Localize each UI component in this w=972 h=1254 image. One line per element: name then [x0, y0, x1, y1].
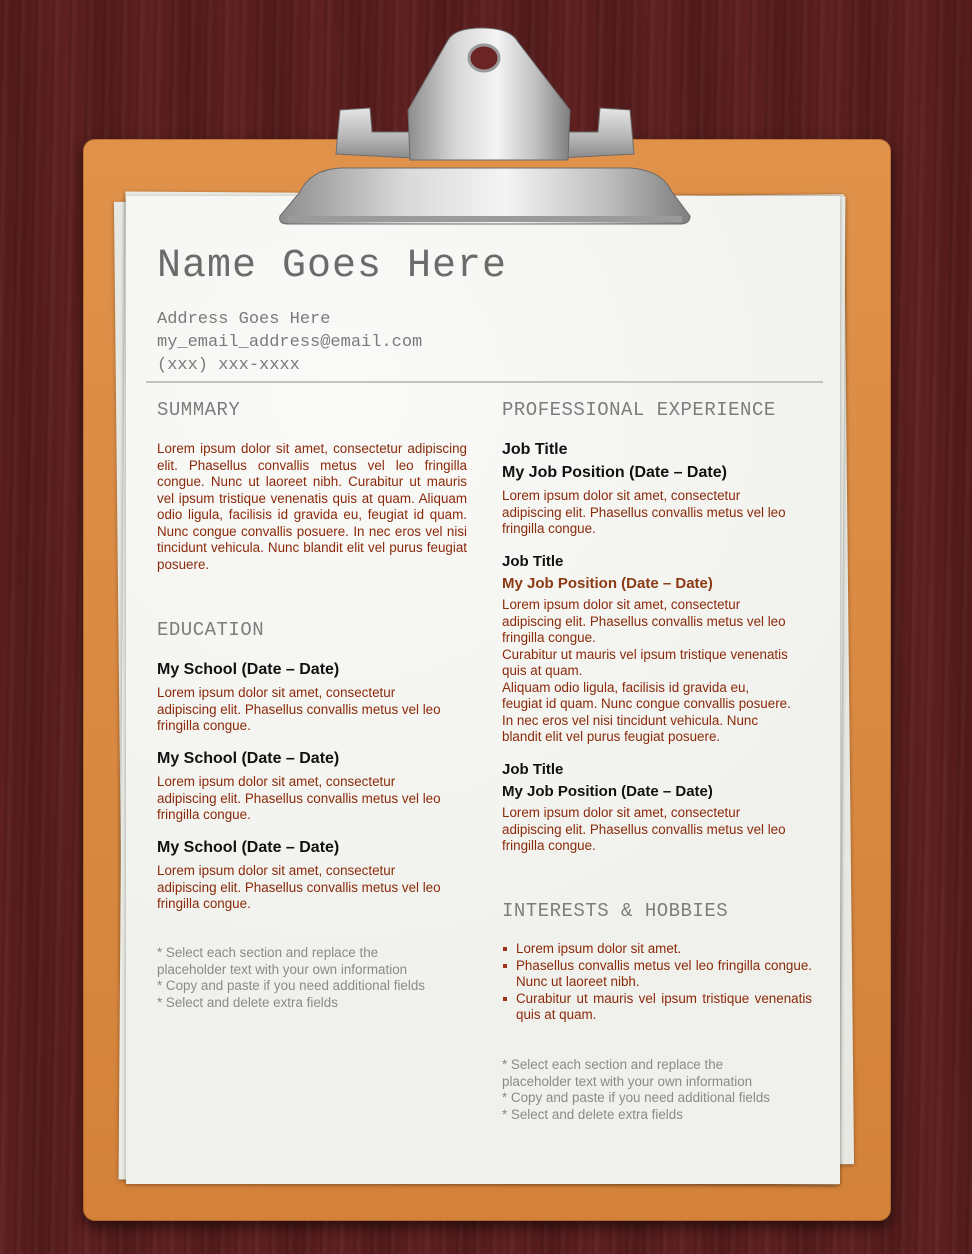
job-description — [502, 805, 822, 855]
text-line: Lorem ipsum dolor sit amet, consectetur — [502, 805, 741, 820]
school-description — [157, 685, 477, 735]
list-item: Phasellus convallis metus vel leo fringilla congue. Nunc ut laoreet nibh. — [502, 958, 812, 991]
contact-block — [157, 308, 422, 377]
text-line: Lorem ipsum dolor sit amet, consectetur — [157, 774, 396, 789]
resume-name: Name Goes Here — [157, 244, 508, 289]
experience-heading: PROFESSIONAL EXPERIENCE — [502, 399, 776, 421]
text-line: Lorem ipsum dolor sit amet, consectetur — [157, 863, 396, 878]
education-heading: EDUCATION — [157, 619, 265, 641]
text-line: fringilla congue. — [502, 838, 596, 853]
list-item: Lorem ipsum dolor sit amet. — [502, 941, 812, 958]
text-line: fringilla congue. — [157, 807, 251, 822]
school-name: My School (Date – Date) — [157, 661, 340, 678]
text-line: adipiscing elit. Phasellus convallis metus vel leo — [502, 504, 786, 520]
address-line: Address Goes Here — [157, 310, 331, 329]
text-line: Lorem ipsum dolor sit amet, consectetur — [502, 597, 741, 612]
education-instructions — [157, 945, 477, 1011]
text-line: Lorem ipsum dolor sit amet, consectetur — [157, 685, 396, 700]
email-line: my_email_address@email.com — [157, 333, 423, 352]
text-line: In nec eros vel nisi tincidunt vehicula. Nunc — [502, 712, 759, 728]
school-description — [157, 863, 477, 913]
interests-list — [502, 941, 812, 1024]
text-line: adipiscing elit. Phasellus convallis metus vel leo — [502, 821, 786, 837]
school-description — [157, 774, 477, 824]
list-item: Curabitur ut mauris vel ipsum tristique venenatis quis at quam. — [502, 991, 812, 1024]
text-line: feugiat id quam. Nunc congue convallis posuere. — [502, 696, 791, 711]
summary-text: Lorem ipsum dolor sit amet, consectetur adipiscing elit. Phasellus convallis metus vel leo fringilla congue. Nunc ut laoreet nibh. Curabitur ut mauris vel ipsum tristique venenatis quis at quam. Aliquam odio ligula, facilisis id gravida eu, feugiat id quam. Nunc congue convallis posuere. In nec eros vel nisi tincidunt vehicula. Nunc blandit elit vel purus feugiat posuere. — [157, 441, 467, 572]
header-divider — [146, 381, 823, 383]
school-name: My School (Date – Date) — [157, 750, 340, 767]
note-line: * Copy and paste if you need additional fields — [157, 978, 425, 993]
text-line: adipiscing elit. Phasellus convallis metus vel leo — [157, 879, 441, 895]
text-line: fringilla congue. — [157, 896, 251, 911]
summary-heading: SUMMARY — [157, 399, 241, 421]
job-title: Job Title — [502, 441, 568, 458]
text-line: quis at quam. — [502, 663, 583, 678]
note-line: * Select and delete extra fields — [157, 994, 338, 1010]
note-line: * Select each section and replace the — [157, 945, 379, 960]
school-name: My School (Date – Date) — [157, 839, 340, 856]
text-line: adipiscing elit. Phasellus convallis metus vel leo — [502, 613, 786, 629]
note-line: placeholder text with your own information — [157, 961, 408, 977]
phone-line: (xxx) xxx-xxxx — [157, 356, 300, 375]
text-line: fringilla congue. — [502, 521, 596, 536]
text-line: fringilla congue. — [157, 718, 251, 733]
interests-heading: INTERESTS & HOBBIES — [502, 900, 729, 922]
text-line: blandit elit vel purus feugiat posuere. — [502, 729, 721, 744]
interests-instructions — [502, 1057, 822, 1123]
text-line: Aliquam odio ligula, facilisis id gravida eu, — [502, 679, 750, 695]
text-line: adipiscing elit. Phasellus convallis metus vel leo — [157, 701, 441, 717]
job-position: My Job Position (Date – Date) — [502, 783, 713, 800]
note-line: placeholder text with your own information — [502, 1073, 753, 1089]
job-description — [502, 597, 822, 746]
text-line: Lorem ipsum dolor sit amet, consectetur — [502, 488, 741, 503]
text-line: fringilla congue. — [502, 630, 596, 645]
job-position: My Job Position (Date – Date) — [502, 575, 713, 592]
job-title: Job Title — [502, 761, 564, 778]
note-line: * Copy and paste if you need additional fields — [502, 1090, 770, 1105]
text-line: Curabitur ut mauris vel ipsum tristique venenatis — [502, 646, 788, 662]
text-line: adipiscing elit. Phasellus convallis metus vel leo — [157, 790, 441, 806]
job-position: My Job Position (Date – Date) — [502, 464, 727, 481]
note-line: * Select each section and replace the — [502, 1057, 724, 1072]
job-description — [502, 488, 822, 538]
note-line: * Select and delete extra fields — [502, 1106, 683, 1122]
job-title: Job Title — [502, 553, 564, 570]
